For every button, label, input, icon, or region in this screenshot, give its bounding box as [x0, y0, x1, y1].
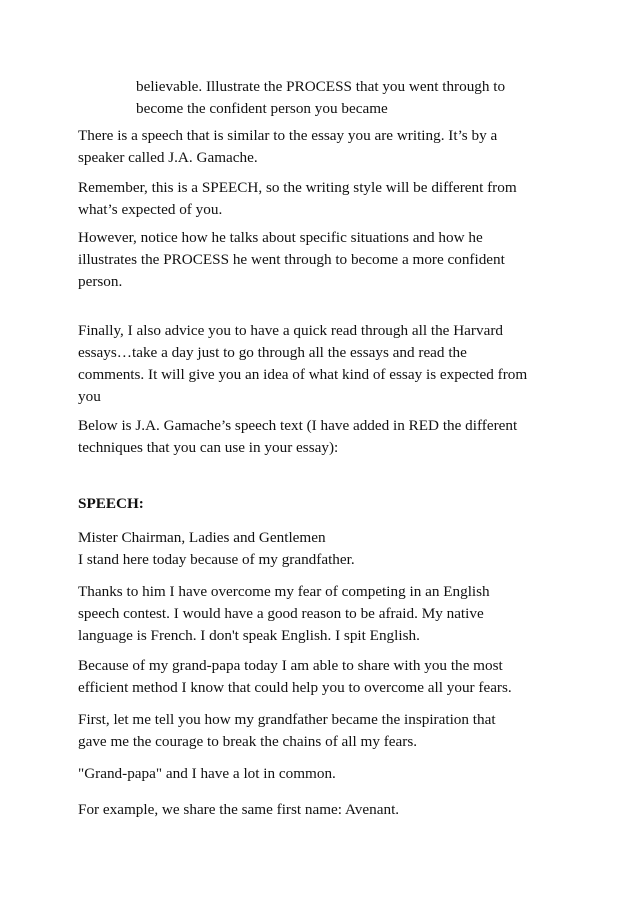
text-line: "Grand-papa" and I have a lot in common. — [78, 765, 336, 782]
text-line: comments. It will give you an idea of what kind of essay is expected from — [78, 366, 528, 383]
text-line: Finally, I also advice you to have a quick read through all the Harvard — [78, 322, 503, 339]
text-line: efficient method I know that could help you to overcome all your fears. — [78, 679, 512, 696]
text-line: speaker called J.A. Gamache. — [78, 149, 258, 166]
text-line: speech contest. I would have a good reason to be afraid. My native — [78, 605, 484, 622]
text-line: For example, we share the same first name: Avenant. — [78, 801, 400, 818]
speech-reference-paragraph — [78, 125, 578, 169]
intro-continuation-paragraph — [136, 76, 576, 120]
text-line: There is a speech that is similar to the essay you are writing. It’s by a — [78, 127, 498, 144]
text-line: Mister Chairman, Ladies and Gentlemen — [78, 529, 326, 546]
common-paragraph — [78, 763, 578, 785]
text-line: essays…take a day just to go through all the essays and read the — [78, 344, 467, 361]
text-line: Because of my grand-papa today I am able to share with you the most — [78, 657, 503, 674]
method-paragraph — [78, 655, 578, 699]
fear-paragraph — [78, 581, 578, 647]
text-line: what’s expected of you. — [78, 201, 223, 218]
text-line: Remember, this is a SPEECH, so the writing style will be different from — [78, 179, 517, 196]
text-line: Thanks to him I have overcome my fear of competing in an English — [78, 583, 490, 600]
text-line: person. — [78, 273, 123, 290]
text-line: gave me the courage to break the chains of all my fears. — [78, 733, 418, 750]
speech-opening-paragraph — [78, 527, 578, 571]
text-line: Below is J.A. Gamache’s speech text (I have added in RED the different — [78, 417, 518, 434]
process-paragraph — [78, 227, 578, 293]
writing-style-paragraph — [78, 177, 578, 221]
text-line: I stand here today because of my grandfather. — [78, 551, 355, 568]
text-line: First, let me tell you how my grandfather became the inspiration that — [78, 711, 496, 728]
inspiration-paragraph — [78, 709, 578, 753]
text-line: language is French. I don't speak English. I spit English. — [78, 627, 420, 644]
speech-intro-paragraph — [78, 415, 578, 459]
text-line: become the confident person you became — [136, 100, 388, 117]
speech-heading — [78, 493, 578, 515]
first-name-paragraph — [78, 799, 578, 821]
text-line: However, notice how he talks about specific situations and how he — [78, 229, 483, 246]
text-line: illustrates the PROCESS he went through to become a more confident — [78, 251, 505, 268]
harvard-essays-paragraph — [78, 320, 578, 408]
text-line: you — [78, 388, 101, 405]
text-line: believable. Illustrate the PROCESS that you went through to — [136, 78, 506, 95]
text-line: techniques that you can use in your essay): — [78, 439, 339, 456]
heading-line: SPEECH: — [78, 495, 144, 512]
